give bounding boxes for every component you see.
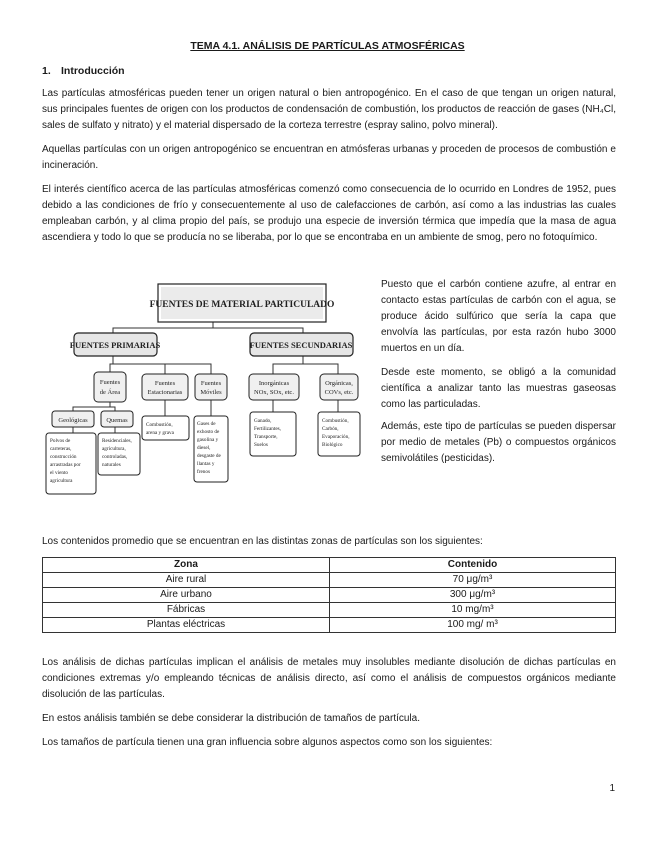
diagram-inorganic-detail (250, 412, 296, 456)
table-intro: Los contenidos promedio que se encuentran en las distintas zonas de partículas son los siguientes: (42, 536, 483, 547)
svg-text:COVs, etc.: COVs, etc. (324, 389, 354, 396)
svg-text:frenos: frenos (197, 469, 210, 475)
diagram-root-node (150, 284, 335, 322)
svg-text:FUENTES SECUNDARIAS: FUENTES SECUNDARIAS (249, 340, 353, 350)
svg-text:Evaporación,: Evaporación, (322, 434, 350, 440)
svg-text:Combustión,: Combustión, (322, 418, 349, 424)
diagram-geological-node (52, 411, 94, 427)
table-row (43, 603, 616, 618)
particulate-sources-diagram (38, 276, 373, 498)
connector-root-primary (113, 322, 213, 333)
svg-text:Combustión,: Combustión, (146, 422, 173, 428)
paragraph-anthropogenic: Aquellas partículas con un origen antropogénico se encuentran en atmósferas urbanas y proceden de procesos de combustión e incineración. (42, 144, 616, 171)
svg-text:gasolina y: gasolina y (197, 437, 219, 443)
section-number: 1. (42, 65, 51, 77)
svg-text:Carbón,: Carbón, (322, 426, 339, 432)
diagram-organic-detail (318, 412, 360, 456)
svg-text:Fuentes: Fuentes (154, 380, 176, 387)
svg-text:Gases de: Gases de (197, 421, 216, 427)
svg-text:Estacionarias: Estacionarias (147, 389, 183, 396)
diagram-secondary-node (250, 333, 353, 356)
svg-text:controladas,: controladas, (102, 454, 128, 460)
paragraph-size-influence: Los tamaños de partícula tienen una gran influencia sobre algunos aspectos como son los siguientes: (42, 737, 493, 748)
table-header-zona: Zona (43, 558, 330, 573)
svg-text:Polvos de: Polvos de (50, 438, 71, 444)
svg-text:FUENTES DE MATERIAL PARTICULAD: FUENTES DE MATERIAL PARTICULADO (149, 300, 335, 310)
particle-content-table (42, 557, 616, 633)
table-header-contenido: Contenido (330, 558, 616, 573)
svg-text:Inorgánicas: Inorgánicas (258, 380, 290, 387)
svg-text:Fertilizantes,: Fertilizantes, (254, 426, 281, 432)
svg-text:Fuentes: Fuentes (200, 380, 222, 387)
table-cell-zona: Plantas eléctricas (43, 618, 330, 633)
paragraph-origin: Las partículas atmosféricas pueden tener un origen natural o bien antropogénico. En el caso de que tengan un origen natural, sus principales fuentes de origen con los productos de condensación de combustión, los productos de reacción de gases (NH₄Cl, sales de sulfato y nitrato) y el material dispersado de la corteza terrestre (espray salino, polvo mineral). (42, 88, 616, 131)
svg-text:carreteras,: carreteras, (50, 446, 72, 452)
diagram-burning-node (101, 411, 133, 427)
page-title: TEMA 4.1. ANÁLISIS DE PARTÍCULAS ATMOSFÉRICAS (190, 40, 465, 52)
svg-text:naturales: naturales (102, 462, 121, 468)
svg-text:construcción: construcción (50, 454, 77, 460)
svg-text:exhosto de: exhosto de (197, 429, 220, 435)
diagram-stationary-detail (142, 416, 189, 440)
connector-primary-area (110, 356, 113, 372)
table-cell-contenido: 10 mg/m³ (330, 603, 616, 618)
connector-area-geo (73, 402, 110, 411)
connector-secondary-org (303, 364, 338, 374)
svg-text:Transporte,: Transporte, (254, 434, 278, 440)
paragraph-london-1952: El interés científico acerca de las partículas atmosféricas comenzó como consecuencia de lo ocurrido en Londres de 1952, pues debido a las condiciones de frío y consecuentemente al uso de calefacciones de carbón, así como a las industrias las cuales empleaban carbón, y al clima propio del país, se produjo una especie de inversión térmica que impedía que la masa de agua ascendiera y todo lo que se producía no se liberaba, por lo que se encontraba en un ambiente de smog, pero no fotoquímico. (42, 184, 616, 243)
svg-text:arrastradas por: arrastradas por (50, 462, 81, 468)
svg-text:FUENTES PRIMARIAS: FUENTES PRIMARIAS (69, 340, 161, 350)
side-paragraph-community: Desde este momento, se obligó a la comunidad científica a analizar tanto las muestras gaseosas como las particuladas. (381, 367, 616, 410)
table-row (43, 573, 616, 588)
svg-text:Geológicas: Geológicas (58, 417, 88, 424)
diagram-organic-node (320, 374, 358, 400)
svg-text:Ganado,: Ganado, (254, 418, 272, 424)
diagram-stationary-node (142, 374, 188, 400)
table-cell-contenido: 300 μg/m³ (330, 588, 616, 603)
diagram-geological-detail (46, 433, 96, 494)
diagram-burning-detail (98, 433, 140, 475)
svg-text:Orgánicas,: Orgánicas, (325, 380, 353, 387)
diagram-inorganic-node (249, 374, 299, 400)
table-cell-zona: Aire urbano (43, 588, 330, 603)
svg-text:NOx, SOx, etc.: NOx, SOx, etc. (254, 389, 294, 396)
table-header-row (43, 558, 616, 573)
table-cell-contenido: 70 μg/m³ (330, 573, 616, 588)
section-heading (42, 65, 125, 77)
connector-primary-mob (165, 364, 211, 374)
table-row (43, 618, 616, 633)
svg-text:agrícultura,: agrícultura, (102, 446, 126, 452)
table-cell-zona: Aire rural (43, 573, 330, 588)
svg-text:desgaste de: desgaste de (197, 453, 221, 459)
diagram-mobile-node (195, 374, 227, 400)
connector-root-secondary (213, 328, 303, 333)
table-cell-zona: Fábricas (43, 603, 330, 618)
svg-text:agricultura: agricultura (50, 478, 73, 484)
side-paragraph-metals: Además, este tipo de partículas se pueden dispersar por medio de metales (Pb) o compuestos orgánicos semivolátiles (pesticidas). (381, 421, 616, 464)
svg-text:Móviles: Móviles (200, 389, 222, 396)
diagram-mobile-detail (194, 416, 228, 482)
svg-text:Residenciales,: Residenciales, (102, 438, 132, 444)
connector-area-quemas (110, 407, 115, 411)
svg-text:de Área: de Área (99, 389, 121, 396)
connector-secondary-inorg (273, 356, 303, 374)
svg-text:Quemas: Quemas (106, 417, 128, 424)
side-paragraph-sulfur: Puesto que el carbón contiene azufre, al entrar en contacto estas partículas de carbón con el agua, se produce ácido sulfúrico que sería la capa que envolvía las partículas, por esta razón hubo 3000 muertos en un día. (381, 279, 616, 354)
paragraph-analysis: Los análisis de dichas partículas implican el análisis de metales muy insolubles mediante disolución de dichas partículas en condiciones extremas y/o empleando técnicas de análisis directo, así como el análisis de compuestos orgánicos mediante disolución de las partículas. (42, 657, 616, 700)
svg-text:Fuentes: Fuentes (99, 379, 121, 386)
diagram-primary-node (70, 333, 161, 356)
paragraph-size-distribution: En estos análisis también se debe considerar la distribución de tamaños de partícula. (42, 713, 420, 724)
table-row (43, 588, 616, 603)
diagram-area-node (94, 372, 126, 402)
table-cell-contenido: 100 mg/ m³ (330, 618, 616, 633)
section-title: Introducción (61, 65, 125, 77)
svg-text:llantas y: llantas y (197, 461, 215, 467)
svg-text:Suelos: Suelos (254, 442, 268, 448)
svg-text:arena y grava: arena y grava (146, 430, 174, 436)
svg-text:diesel,: diesel, (197, 445, 211, 451)
page-number: 1 (609, 783, 615, 794)
svg-text:Biológico: Biológico (322, 442, 343, 448)
svg-text:el viento: el viento (50, 470, 69, 476)
